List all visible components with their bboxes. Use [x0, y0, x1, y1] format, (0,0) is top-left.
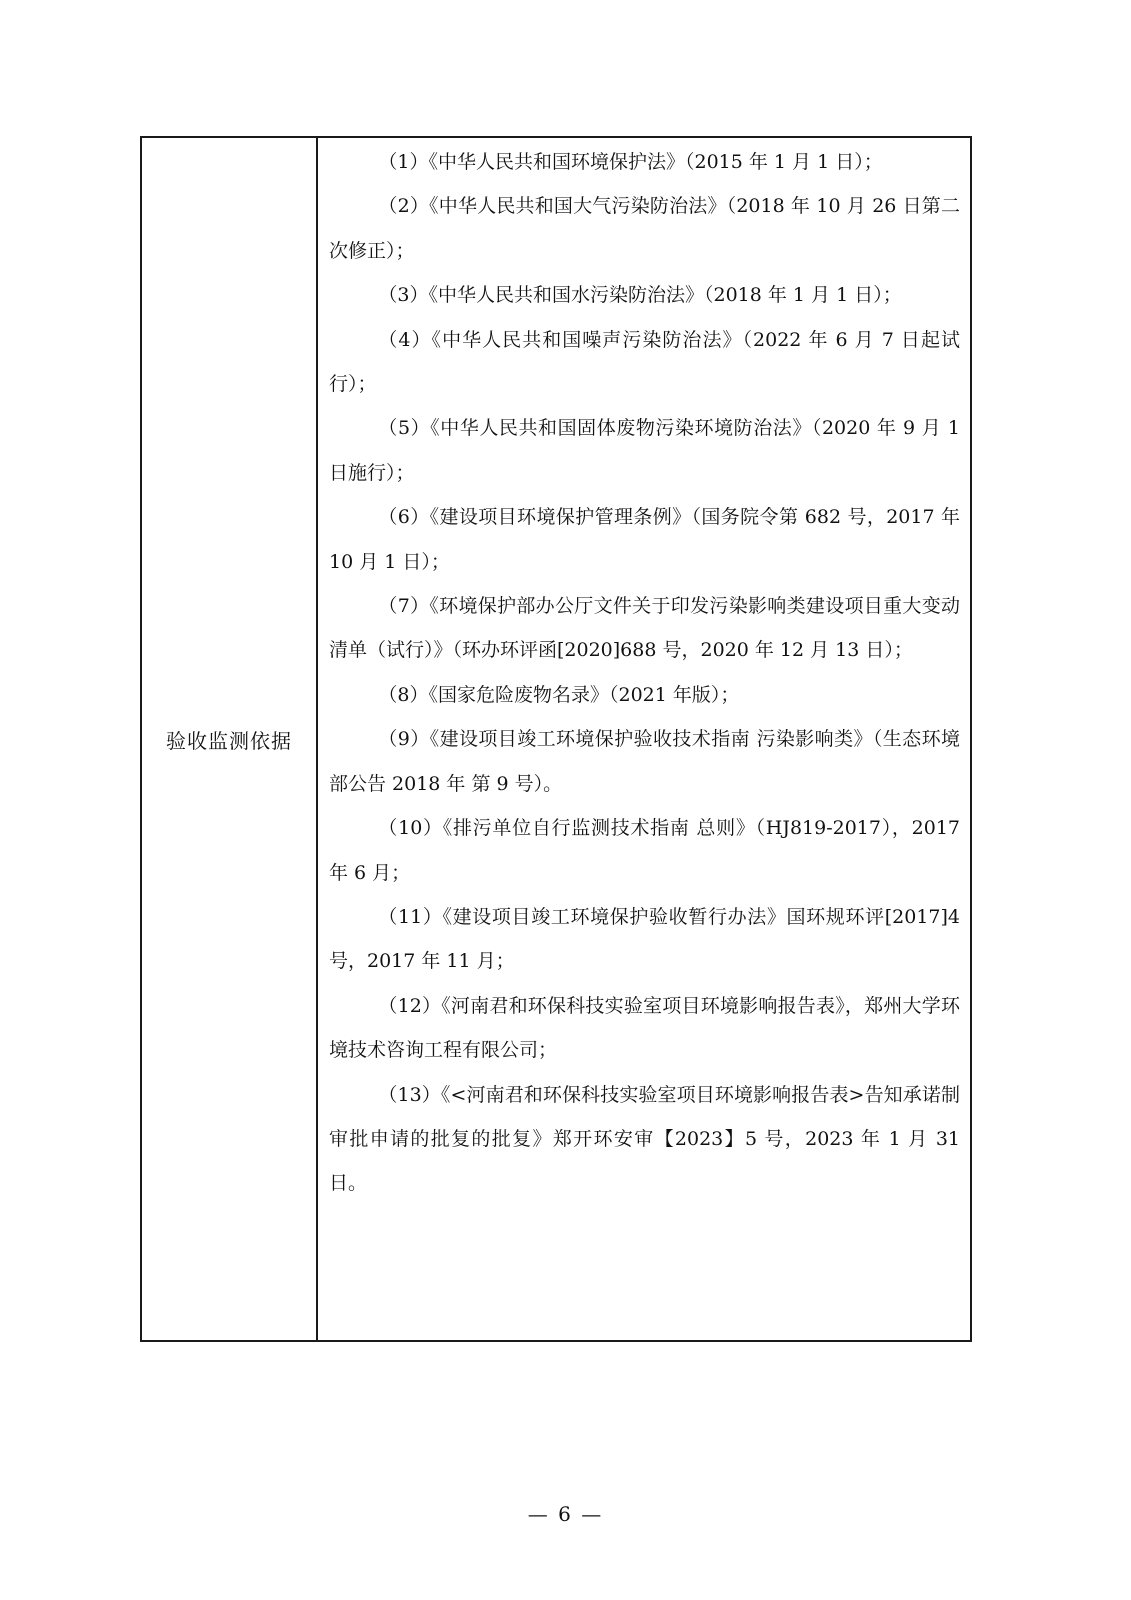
basis-content-cell [318, 138, 970, 1340]
basis-item: （3）《中华人民共和国水污染防治法》（2018 年 1 月 1 日）； [378, 284, 902, 307]
basis-item: （10）《排污单位自行监测技术指南 总则》（HJ819-2017），2017 年 6 月； [329, 817, 960, 884]
row-label: 验收监测依据 [166, 728, 292, 753]
basis-item: （12）《河南君和环保科技实验室项目环境影响报告表》，郑州大学环境技术咨询工程有限公司； [329, 994, 960, 1062]
basis-item: （1）《中华人民共和国环境保护法》（2015 年 1 月 1 日）； [378, 151, 883, 173]
page-number: — 6 — [527, 1502, 604, 1526]
row-label-cell [142, 138, 318, 1340]
basis-item: （8）《国家危险废物名录》（2021 年版）； [378, 683, 740, 706]
basis-item: （2）《中华人民共和国大气污染防治法》（2018 年 10 月 26 日第二次修正）； [329, 195, 960, 262]
basis-item: （13）《<河南君和环保科技实验室项目环境影响报告表>告知承诺制审批申请的批复的批复》郑开环安审【2023】5 号，2023 年 1 月 31 日。 [329, 1083, 960, 1195]
basis-item: （4）《中华人民共和国噪声污染防治法》（2022 年 6 月 7 日起试行）； [329, 328, 960, 396]
basis-table [140, 136, 972, 1342]
basis-item: （5）《中华人民共和国固体废物污染环境防治法》（2020 年 9 月 1 日施行）； [329, 417, 960, 484]
basis-item: （6）《建设项目环境保护管理条例》（国务院令第 682 号，2017 年 10 月 1 日）； [329, 506, 960, 573]
basis-item: （11）《建设项目竣工环境保护验收暂行办法》国环规环评[2017]4 号，2017 年 11 月； [329, 905, 960, 973]
basis-item: （7）《环境保护部办公厅文件关于印发污染影响类建设项目重大变动清单（试行）》（环办环评函[2020]688 号，2020 年 12 月 13 日）； [329, 595, 960, 662]
basis-item: （9）《建设项目竣工环境保护验收技术指南 污染影响类》（生态环境部公告 2018 年 第 9 号）。 [329, 728, 960, 795]
